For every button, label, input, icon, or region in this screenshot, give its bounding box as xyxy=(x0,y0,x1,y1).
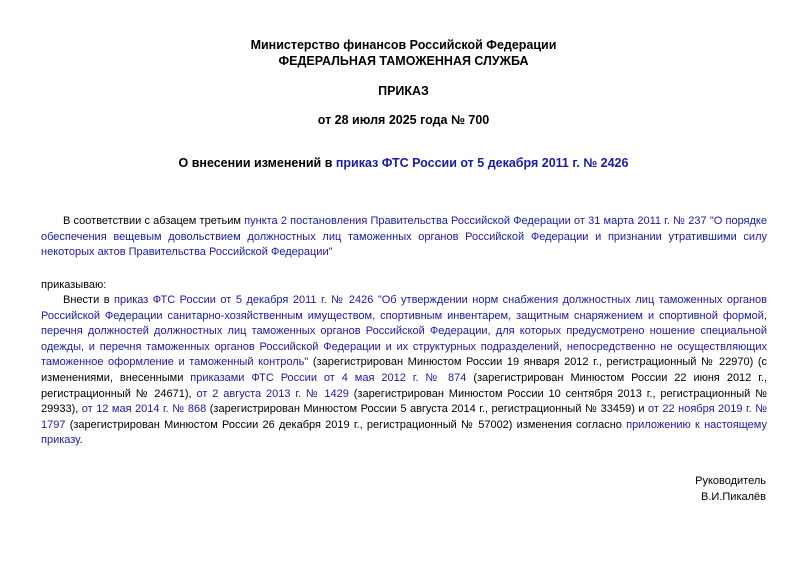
item-text-3: (зарегистрирован Минюстом России 22 июня 2012 г., регистрационный № 24671), xyxy=(41,371,768,400)
order-868-link[interactable]: от 12 мая 2014 г. № 868 xyxy=(81,403,207,416)
item-text-5: (зарегистрирован Минюстом России 5 августа 2014 г., регистрационный № 33459) и xyxy=(206,403,649,416)
item-text-4: (зарегистрирован Минюстом России 10 сентября 2013 г., регистрационный № 29933), xyxy=(41,387,767,416)
order-1429-link[interactable]: от 2 августа 2013 г. № 1429 xyxy=(196,387,349,400)
title-prefix: О внесении изменений в xyxy=(178,156,336,170)
government-resolution-link[interactable]: пункта 2 постановления Правительства Российской Федерации от 31 марта 2011 г. № 237 "О порядке обеспечения вещевым довольствием должностных лиц таможенных органов Российской Федерации и признании утратившими силу некоторых актов Правительства Российской Федерации" xyxy=(41,215,767,259)
item-text-2: (зарегистрирован Минюстом России 19 января 2012 г., регистрационный № 22970) (с изменениями, внесенными xyxy=(41,356,767,384)
service-name: ФЕДЕРАЛЬНАЯ ТАМОЖЕННАЯ СЛУЖБА xyxy=(278,54,529,68)
order-item-paragraph xyxy=(41,293,767,449)
order-date: от 28 июля 2025 года № 700 xyxy=(317,113,490,127)
title-order-link[interactable]: приказ ФТС России от 5 декабря 2011 г. № 2426 xyxy=(335,156,629,170)
appendix-link[interactable]: приложению к настоящему приказу xyxy=(41,418,767,447)
item-text-6: (зарегистрирован Минюстом России 26 декабря 2019 г., регистрационный № 57002) изменения согласно xyxy=(65,418,627,431)
item-text-7: . xyxy=(79,434,83,447)
item-text-1: Внести в xyxy=(63,294,115,306)
order-874-link[interactable]: приказами ФТС России от 4 мая 2012 г. № 874 xyxy=(190,371,467,384)
order-type: ПРИКАЗ xyxy=(378,84,429,98)
signature-name: В.И.Пикалёв xyxy=(701,491,766,503)
preamble-paragraph xyxy=(41,214,767,261)
order-1797-link[interactable]: от 22 ноября 2019 г. № 1797 xyxy=(41,403,767,431)
order-2426-link[interactable]: приказ ФТС России от 5 декабря 2011 г. № 2426 "Об утверждении норм снабжения должностных лиц таможенных органов Российской Федерации санитарно-хозяйственным имуществом, спортивным инвентарем, защитным снаряжением и спортивной формой, перечня должностей должностных лиц таможенных органов Российской Федерации, для которых предусмотрено ношение специальной одежды, и перечня таможенных органов Российской Федерации и их структурных подразделений, непосредственно не осуществляющих таможенное оформление и таможенный контроль" xyxy=(41,294,767,369)
document-title xyxy=(0,155,807,171)
order-word: приказываю: xyxy=(41,279,107,291)
signature-title: Руководитель xyxy=(695,475,766,487)
ministry-name: Министерство финансов Российской Федерации xyxy=(250,38,557,52)
preamble-text: В соответствии с абзацем третьим xyxy=(63,215,245,227)
